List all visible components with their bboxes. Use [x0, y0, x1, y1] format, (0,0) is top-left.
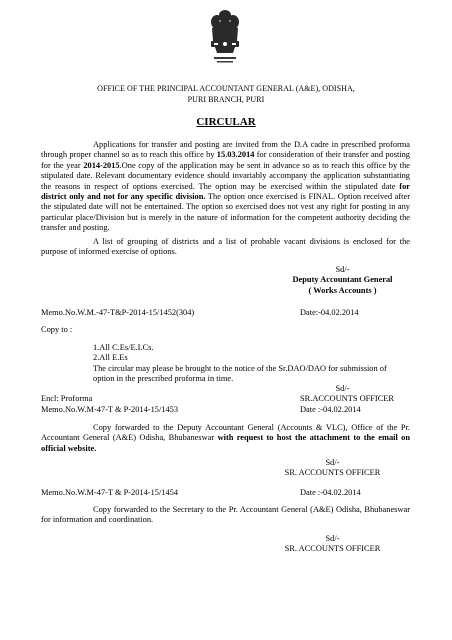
- paragraph-text: A list of grouping of districts and a list of probable vacant divisions is enclosed for the purpose of informed exercise of options.: [41, 237, 410, 257]
- signatory-designation: SR. ACCOUNTS OFFICER: [284, 544, 381, 554]
- signature-sd: Sd/-: [325, 458, 340, 467]
- signatory-office: ( Works Accounts ): [308, 285, 377, 295]
- paragraph-text: .One copy of the application may be sent in advance so as to reach this office by the stipulated date. Relevant documentary evidence should invariably accompany the application substantiating the reasons in respect of options exercised. The option may be exercised within the stipulated date: [41, 160, 410, 191]
- signature-sd: Sd/-: [325, 534, 340, 543]
- memo-number: Memo.No.W.M.-47-T&P-2014-15/1452(304): [41, 308, 195, 317]
- enclosure-label: Encl: Proforma: [41, 394, 93, 403]
- paragraph-applications: [41, 140, 410, 234]
- memo-date: Date :-04.02.2014: [300, 488, 361, 497]
- signature-block-3: [275, 458, 390, 479]
- paragraph-text: for consideration of their transfer and posting for the year: [41, 150, 410, 170]
- paragraph-enclosure: [41, 237, 410, 258]
- signature-sd: Sd/-: [335, 265, 350, 274]
- branch-name: PURI BRANCH, PURI: [187, 95, 265, 104]
- paragraph-text: The option once exercised is FINAL. Option received after the stipulated date will not be entertained. The option so exercised does not vest any right for posting in any particular place/Division but is merely in the nature of information for the competent authority deciding the transfer and posting.: [41, 192, 410, 233]
- paragraph-text: Copy forwarded to the Secretary to the Pr. Accountant General (A&E) Odisha, Bhubaneswar for information and coordination.: [41, 505, 410, 525]
- copy-list: [93, 343, 154, 364]
- signature-sd-2: Sd/-: [335, 384, 350, 393]
- memo-number: Memo.No.W.M-47-T & P-2014-15/1453: [41, 405, 179, 414]
- memo-number: Memo.No.W.M-47-T & P-2014-15/1454: [41, 488, 179, 497]
- district-only-note: for district only and not for any specific division.: [41, 181, 410, 202]
- paragraph-text: Copy forwarded to the Deputy Accountant General (Accounts & VLC), Office of the Pr. Accountant General (A&E) Odisha, Bhubaneswar: [41, 423, 410, 443]
- copy-to-label: Copy to :: [41, 325, 73, 334]
- signatory-designation: Deputy Accountant General: [292, 275, 393, 285]
- circular-note: [41, 364, 410, 385]
- document-title: CIRCULAR: [196, 116, 256, 128]
- office-name: OFFICE OF THE PRINCIPAL ACCOUNTANT GENERAL (A&E), ODISHA,: [97, 84, 355, 93]
- paragraph-text: Applications for transfer and posting are invited from the D.A cadre in prescribed proforma through proper channel so as to reach this office by: [41, 140, 410, 160]
- signatory-designation: SR. ACCOUNTS OFFICER: [284, 468, 381, 478]
- posting-year: 2014-2015: [83, 160, 120, 170]
- signature-block-4: [275, 534, 390, 555]
- memo-date: Date :-04.02.2014: [300, 405, 361, 414]
- signatory-designation: SR.ACCOUNTS OFFICER: [300, 394, 395, 403]
- deadline-date: 15.03.2014: [216, 150, 255, 160]
- list-item: 1.All C.Es/E.I.Cs.: [93, 343, 154, 352]
- hosting-request: with request to host the attachment to the email on official website.: [41, 433, 410, 453]
- paragraph-forward-1: [41, 423, 410, 454]
- list-item: 2.All E.Es: [93, 353, 128, 363]
- memo-date: Date:-04.02.2014: [300, 308, 359, 317]
- national-emblem-icon: [206, 8, 244, 66]
- paragraph-forward-2: [41, 505, 410, 526]
- signature-block-1: [285, 265, 400, 296]
- paragraph-text: The circular may please be brought to the notice of the Sr.DAO/DAO for submission of option in the prescribed proforma in time.: [93, 364, 387, 384]
